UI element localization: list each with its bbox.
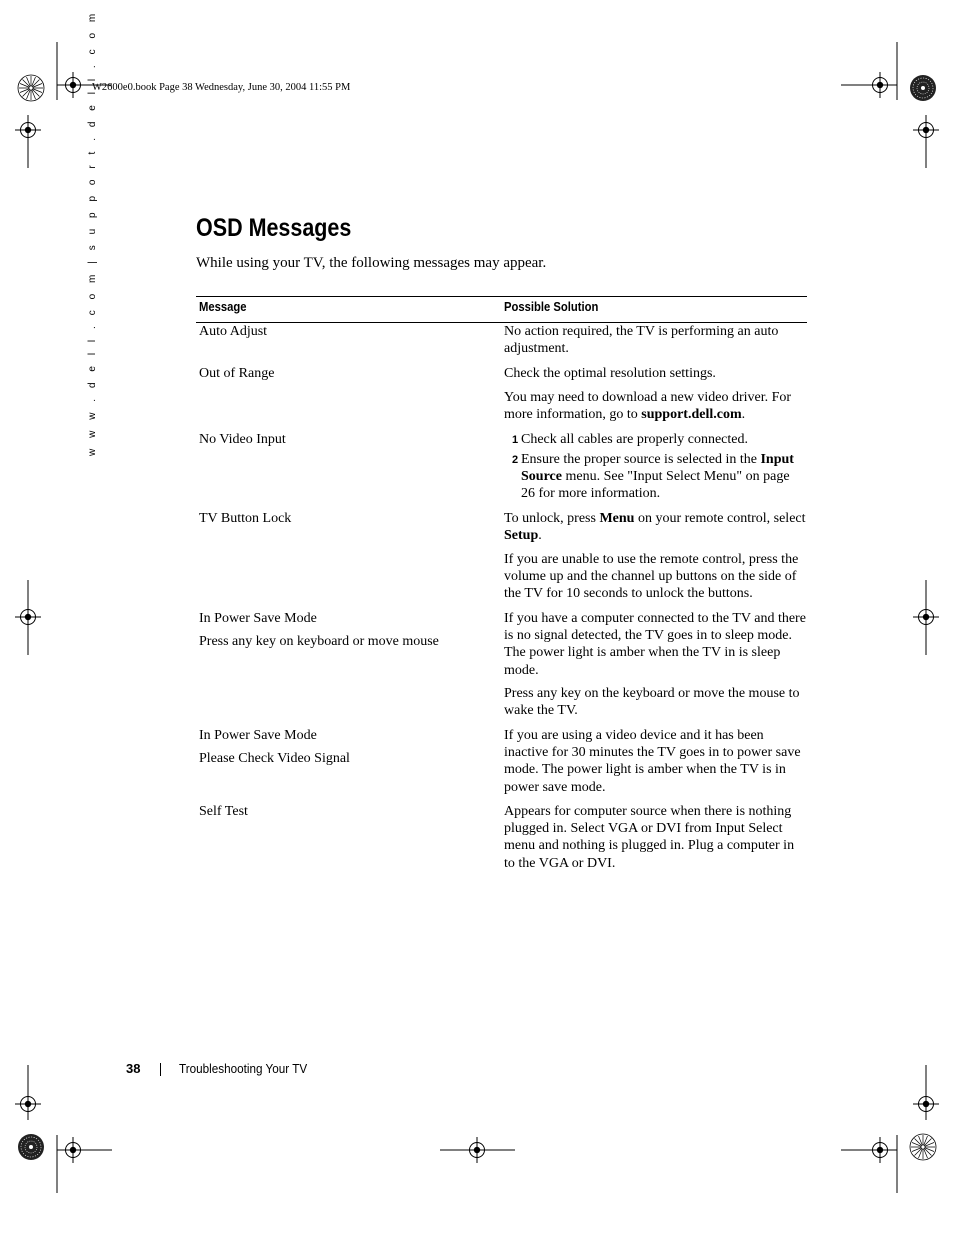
print-header-stamp: W2600e0.book Page 38 Wednesday, June 30, 2004 11:55 PM xyxy=(92,82,351,93)
message-no-video-input: No Video Input xyxy=(199,432,286,447)
message-out-of-range: Out of Range xyxy=(199,366,275,381)
solution-power-save-keyboard-1: If you have a computer connected to the TV and there is no signal detected, the TV goes in to sleep mode. The power light is amber when the TV in is sleep mode. xyxy=(504,611,806,678)
message-auto-adjust: Auto Adjust xyxy=(199,324,268,339)
message-self-test: Self Test xyxy=(199,804,248,819)
support-link: support.dell.com xyxy=(641,407,742,423)
solution-tv-button-lock-1: To unlock, press Menu on your remote control, select Setup. xyxy=(504,511,806,544)
osd-messages-table xyxy=(196,296,807,323)
solution-power-save-keyboard-2: Press any key on the keyboard or move the mouse to wake the TV. xyxy=(504,686,800,719)
header-solution: Possible Solution xyxy=(504,300,599,314)
message-power-save-video-2: Please Check Video Signal xyxy=(199,751,350,766)
footer-section-title: Troubleshooting Your TV xyxy=(179,1061,308,1076)
page-title: OSD Messages xyxy=(196,214,352,242)
page-number: 38 xyxy=(126,1061,141,1076)
message-power-save-keyboard-2: Press any key on keyboard or move mouse xyxy=(199,634,439,649)
step-1: 1 Check all cables are properly connected. xyxy=(521,431,805,448)
message-power-save-video-1: In Power Save Mode xyxy=(199,728,317,743)
solution-power-save-video: If you are using a video device and it has been inactive for 30 minutes the TV goes in to power save mode. The power light is amber when the TV is in power save mode. xyxy=(504,728,801,795)
solution-self-test: Appears for computer source when there is nothing plugged in. Select VGA or DVI from Input Select menu and nothing is plugged in. Plug a computer in to the VGA or DVI. xyxy=(504,804,795,871)
header-message: Message xyxy=(199,300,247,314)
table-header xyxy=(196,296,807,323)
sidebar-url: w w w . d e l l . c o m | s u p p o r t . d e l l . c o m xyxy=(87,9,98,456)
solution-auto-adjust: No action required, the TV is performing an auto adjustment. xyxy=(504,324,779,357)
intro-text: While using your TV, the following messages may appear. xyxy=(196,255,547,271)
step-1-number: 1 xyxy=(512,434,519,446)
solution-tv-button-lock-2: If you are unable to use the remote control, press the volume up and the channel up buttons on the side of the TV for 10 seconds to unlock the buttons. xyxy=(504,552,799,602)
step-2: 2 Ensure the proper source is selected in the Input Source menu. See "Input Select Menu" on page 26 for more information. xyxy=(512,452,794,502)
message-power-save-keyboard-1: In Power Save Mode xyxy=(199,611,317,626)
footer-divider xyxy=(160,1063,161,1076)
solution-out-of-range-1: Check the optimal resolution settings. xyxy=(504,366,716,381)
message-tv-button-lock: TV Button Lock xyxy=(199,511,292,526)
step-2-number: 2 xyxy=(512,454,519,466)
solution-out-of-range-2: You may need to download a new video driver. For more information, go to support.dell.com. xyxy=(504,390,792,423)
